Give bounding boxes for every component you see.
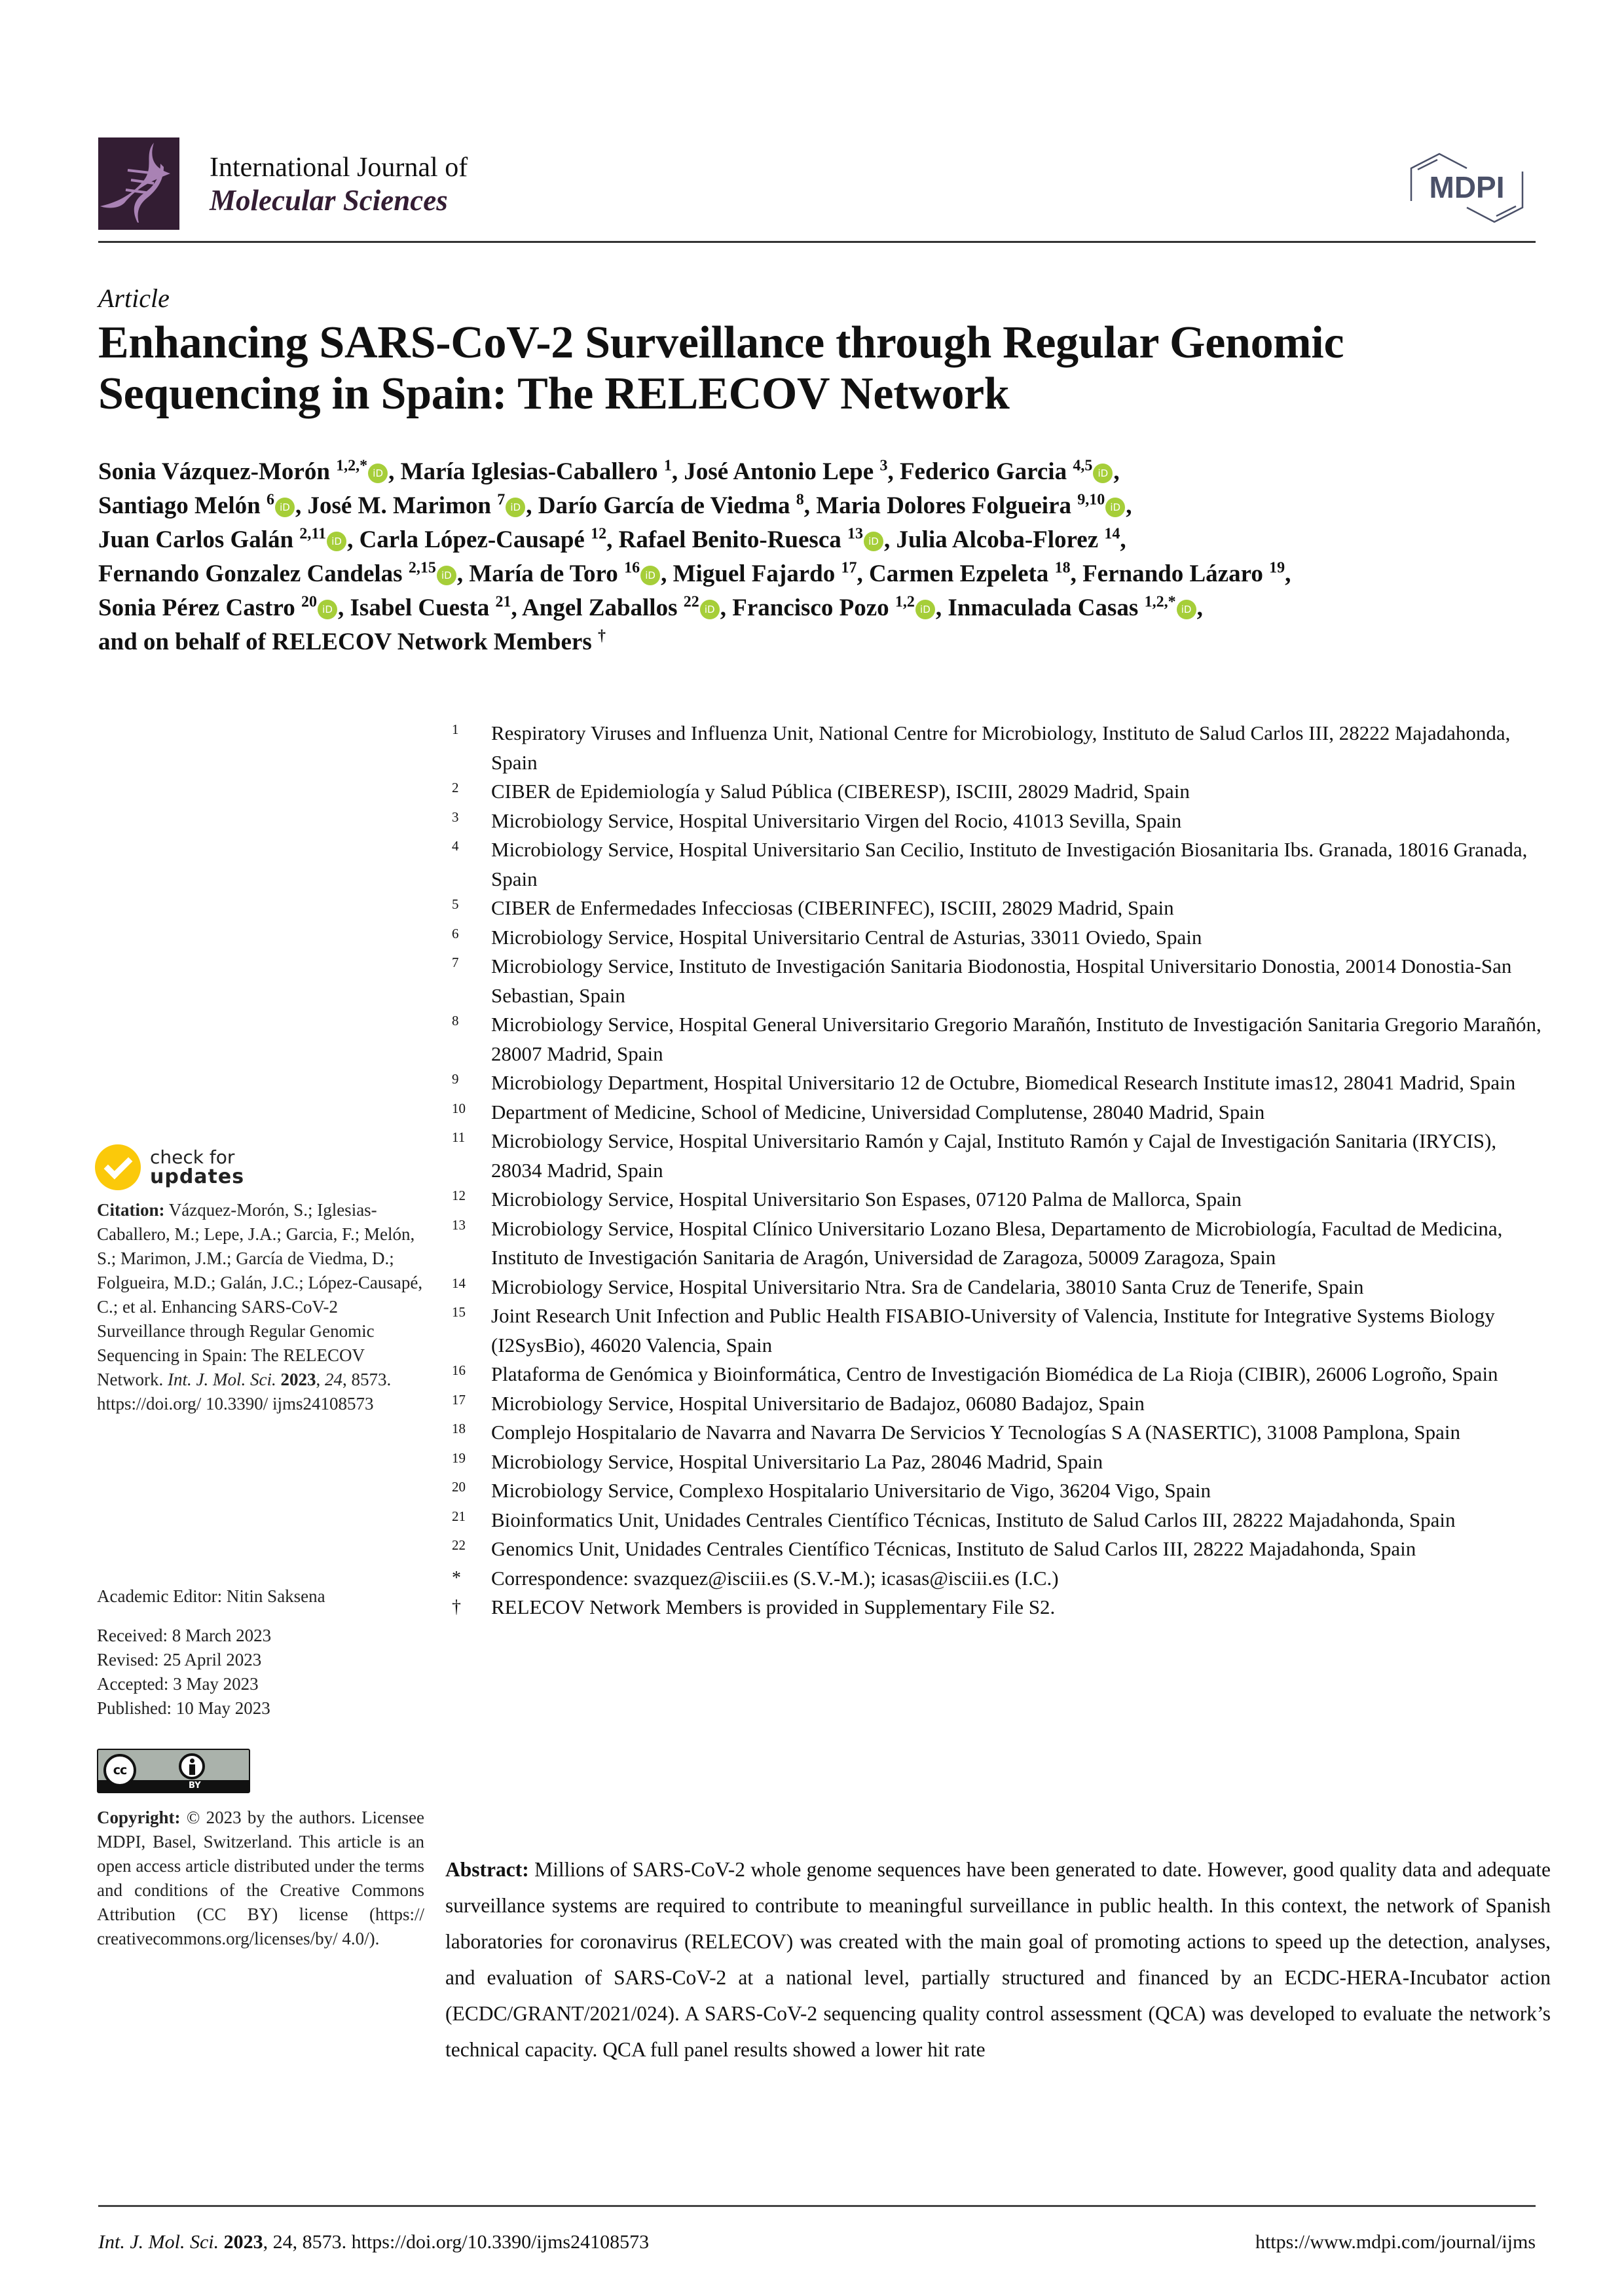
author-name: Miguel Fajardo	[673, 560, 836, 587]
author-affiliation-ref: 17	[841, 559, 857, 577]
affiliation-item	[445, 1010, 1552, 1068]
author-affiliation-ref: 14	[1104, 525, 1120, 543]
publication-dates	[97, 1624, 424, 1721]
affiliation-text: Microbiology Service, Hospital Universitario Central de Asturias, 33011 Oviedo, Spain	[491, 925, 1202, 949]
footnote-item	[445, 1593, 1552, 1622]
affiliation-item	[445, 1273, 1552, 1302]
affiliation-number: 8	[452, 1013, 459, 1029]
orcid-icon[interactable]: iD	[506, 498, 525, 517]
author-name: Maria Dolores Folgueira	[816, 492, 1071, 519]
author-affiliation-ref: 1,2,*	[336, 457, 368, 475]
affiliation-text: Microbiology Service, Hospital Clínico Universitario Lozano Blesa, Departamento de Microbiología, Facultad de Medicina, Instituto de Investigación Sanitaria de Aragón, Universidad de Zaragoza, 50009 Zaragoza, Spain	[491, 1216, 1503, 1269]
affiliation-number: 11	[452, 1129, 466, 1145]
affiliation-item	[445, 807, 1552, 836]
svg-text:MDPI: MDPI	[1429, 170, 1505, 204]
affiliation-number: 18	[452, 1421, 466, 1436]
footnote-symbol: *	[452, 1567, 461, 1588]
author	[948, 594, 1196, 621]
author-name: Isabel Cuesta	[350, 594, 490, 621]
check-updates-line1: check for	[150, 1146, 235, 1168]
orcid-icon[interactable]: iD	[275, 498, 295, 517]
authors-tail: and on behalf of RELECOV Network Members	[98, 629, 598, 655]
date-accepted: Accepted: 3 May 2023	[97, 1674, 259, 1694]
author	[816, 492, 1126, 519]
author	[869, 560, 1071, 587]
affiliation-text: Joint Research Unit Infection and Public Health FISABIO-University of Valencia, Institute for Integrative Systems Biology (I2SysBio), 46020 Valencia, Spain	[491, 1304, 1495, 1357]
affiliation-text: Microbiology Service, Complexo Hospitalario Universitario de Vigo, 36204 Vigo, Spain	[491, 1479, 1211, 1502]
author	[360, 526, 607, 553]
article-type: Article	[98, 283, 170, 313]
affiliation-text: Genomics Unit, Unidades Centrales Científico Técnicas, Instituto de Salud Carlos III, 28222 Majadahonda, Spain	[491, 1537, 1416, 1560]
copyright-block	[97, 1806, 424, 1951]
author-name: Carla López-Causapé	[359, 526, 585, 553]
affiliation-number: 10	[452, 1100, 466, 1116]
affiliation-item	[445, 719, 1552, 777]
author-affiliation-ref: 6	[266, 491, 274, 509]
citation-year: 2023	[280, 1370, 316, 1389]
author	[673, 560, 857, 587]
footer-year: 2023	[223, 2231, 263, 2253]
affiliation-item	[445, 1068, 1552, 1098]
author-affiliation-ref: 20	[301, 593, 318, 611]
affiliation-list	[445, 719, 1552, 1622]
author-name: Inmaculada Casas	[948, 594, 1139, 621]
affiliation-text: Microbiology Service, Hospital Universitario Virgen del Rocio, 41013 Sevilla, Spain	[491, 809, 1182, 832]
affiliation-number: 15	[452, 1304, 466, 1320]
author	[98, 594, 338, 621]
mdpi-logo	[1408, 152, 1526, 224]
affiliation-item	[445, 1389, 1552, 1419]
checkmark-icon	[95, 1144, 141, 1190]
affiliation-text: Bioinformatics Unit, Unidades Centrales Científico Técnicas, Instituto de Salud Carlos III, 28222 Majadahonda, Spain	[491, 1508, 1456, 1531]
author-name: Angel Zaballos	[522, 594, 678, 621]
affiliation-item	[445, 777, 1552, 807]
orcid-icon[interactable]: iD	[437, 566, 456, 585]
affiliation-text: Department of Medicine, School of Medicine, Universidad Complutense, 28040 Madrid, Spain	[491, 1100, 1265, 1123]
affiliation-number: 2	[452, 780, 459, 795]
author-affiliation-ref: 9,10	[1077, 491, 1105, 509]
author	[619, 526, 884, 553]
affiliation-text: Plataforma de Genómica y Bioinformática, Centro de Investigación Biomédica de La Rioja (CIBIR), 26006 Logroño, Spain	[491, 1362, 1498, 1385]
author-name: Sonia Vázquez-Morón	[98, 458, 330, 485]
author-name: María de Toro	[469, 560, 618, 587]
affiliation-number: 12	[452, 1188, 466, 1203]
author-affiliation-ref: 7	[497, 491, 506, 509]
author	[538, 492, 804, 519]
affiliation-number: 9	[452, 1071, 459, 1087]
orcid-icon[interactable]: iD	[864, 532, 883, 551]
affiliation-item	[445, 1476, 1552, 1506]
author	[98, 458, 388, 485]
author	[732, 594, 936, 621]
dagger-mark: †	[597, 627, 606, 645]
affiliation-item	[445, 835, 1552, 894]
orcid-icon[interactable]: iD	[1177, 600, 1196, 619]
author-name: Juan Carlos Galán	[98, 526, 294, 553]
author	[350, 594, 511, 621]
creative-commons-icon: cc	[103, 1754, 136, 1787]
author-name: José Antonio Lepe	[684, 458, 874, 485]
author-affiliation-ref: 3	[879, 457, 888, 475]
author-affiliation-ref: 19	[1269, 559, 1285, 577]
orcid-icon[interactable]: iD	[1093, 464, 1113, 483]
affiliation-item	[445, 1448, 1552, 1477]
author-name: Sonia Pérez Castro	[98, 594, 295, 621]
affiliation-number: 3	[452, 809, 459, 825]
affiliation-item	[445, 1098, 1552, 1127]
affiliation-text: Microbiology Service, Hospital Universitario San Cecilio, Instituto de Investigación Biosanitaria Ibs. Granada, 18016 Granada, Spain	[491, 838, 1528, 890]
dna-helix-icon	[98, 137, 179, 230]
author-name: Rafael Benito-Ruesca	[618, 526, 841, 553]
affiliation-item	[445, 1127, 1552, 1185]
journal-name-line2: Molecular Sciences	[210, 184, 448, 217]
affiliation-text: Microbiology Service, Hospital General Universitario Gregorio Marañón, Instituto de Investigación Sanitaria Gregorio Marañón, 28007 Madrid, Spain	[491, 1013, 1541, 1065]
journal-name-line1: International Journal of	[210, 153, 468, 183]
copyright-text: © 2023 by the authors. Licensee MDPI, Basel, Switzerland. This article is an open access article distributed under the terms and conditions of the Creative Commons Attribution (CC BY) license (https:// creativecommons.org/licenses/by/ 4.0/).	[97, 1808, 425, 1948]
cc-by-license-badge[interactable]	[97, 1749, 250, 1793]
footnote-symbol: †	[452, 1597, 461, 1617]
author	[469, 560, 661, 587]
author	[98, 560, 457, 587]
citation-text: Vázquez-Morón, S.; Iglesias-Caballero, M.; Lepe, J.A.; Garcia, F.; Melón, S.; Marimon, J.M.; García de Viedma, D.; Folgueira, M.D.; Galán, J.C.; López-Causapé, C.; et al. Enhancing SARS-CoV-2 Surveillance through Regular Genomic Sequencing in Spain: The RELECOV Network.	[97, 1200, 423, 1389]
affiliation-number: 14	[452, 1275, 466, 1291]
author-affiliation-ref: 8	[796, 491, 804, 509]
affiliation-text: CIBER de Enfermedades Infecciosas (CIBERINFEC), ISCIII, 28029 Madrid, Spain	[491, 896, 1174, 919]
author	[684, 458, 887, 485]
author-affiliation-ref: 2,11	[299, 525, 327, 543]
citation-volume: 24	[324, 1370, 342, 1389]
affiliation-number: 1	[452, 721, 459, 737]
footnote-text: Correspondence: svazquez@isciii.es (S.V.-M.); icasas@isciii.es (I.C.)	[491, 1566, 1059, 1590]
date-published: Published: 10 May 2023	[97, 1698, 270, 1718]
author-affiliation-ref: 1,2,*	[1144, 593, 1176, 611]
footer-doi-link[interactable]: , 24, 8573. https://doi.org/10.3390/ijms24108573	[263, 2231, 650, 2253]
affiliation-number: 16	[452, 1362, 466, 1378]
author-affiliation-ref: 21	[495, 593, 511, 611]
author-list: Sonia Vázquez-Morón $^{1,2,*}$ iD , María Iglesias-Caballero $^1$, José Antonio Lepe $^3$, Federico Garcia $^{4,5}$ iD , Santiago Melón $^6$ iD , José M. Marimon $^7$ iD , Darío García de Viedma $^8$, Maria Dolores Folgueira $^{9,10}$ iD , Juan Carlos Galán $^{2,11}$ iD , Carla López-Causapé $^{12}$, Rafael Benito-Ruesca $^{13}$ iD , Julia Alcoba-Florez $^{14}$, Fernando Gonzalez Candelas $^{2,15}$ iD , María de Toro $^{16}$ iD , Miguel Fajardo $^{17}$, Carmen Ezpeleta $^{18}$, Fernando Lázaro $^{19}$, Sonia Pérez Castro $^{20}$ iD , Isabel Cuesta $^{21}$, Angel Zaballos $^{22}$ iD , Francisco Pozo $^{1,2}$ iD , Inmaculada Casas $^{1,2,*}$ iD , and on behalf of RELECOV Network Members †	[98, 457, 1291, 655]
citation-label: Citation:	[97, 1200, 165, 1220]
affiliation-text: Respiratory Viruses and Influenza Unit, National Centre for Microbiology, Instituto de Salud Carlos III, 28222 Majadahonda, Spain	[491, 721, 1511, 774]
affiliation-number: 7	[452, 955, 459, 970]
abstract	[445, 1851, 1551, 2068]
author	[98, 526, 347, 553]
author-affiliation-ref: 18	[1054, 559, 1071, 577]
author-affiliation-ref: 4,5	[1073, 457, 1093, 475]
affiliation-item	[445, 1360, 1552, 1389]
author	[401, 458, 672, 485]
affiliation-item	[445, 952, 1552, 1010]
orcid-icon[interactable]: iD	[327, 532, 346, 551]
author	[98, 492, 295, 519]
affiliation-number: 13	[452, 1216, 466, 1233]
check-for-updates-button[interactable]	[95, 1144, 244, 1190]
citation-journal: Int. J. Mol. Sci.	[167, 1370, 276, 1389]
affiliation-text: Microbiology Service, Hospital Universitario de Badajoz, 06080 Badajoz, Spain	[491, 1391, 1145, 1415]
author	[896, 526, 1120, 553]
affiliation-item	[445, 894, 1552, 923]
author	[1082, 560, 1285, 587]
affiliation-text: Microbiology Service, Hospital Universitario La Paz, 28046 Madrid, Spain	[491, 1449, 1103, 1473]
affiliation-number: 21	[452, 1508, 466, 1524]
affiliation-item	[445, 1418, 1552, 1448]
author-affiliation-ref: 22	[683, 593, 699, 611]
copyright-label: Copyright:	[97, 1808, 181, 1827]
orcid-icon[interactable]: iD	[915, 600, 935, 619]
author-affiliation-ref: 2,15	[408, 559, 436, 577]
author-name: Carmen Ezpeleta	[868, 560, 1049, 587]
author-affiliation-ref: 16	[624, 559, 640, 577]
by-label: BY	[189, 1781, 201, 1791]
footer-journal: Int. J. Mol. Sci.	[98, 2231, 219, 2253]
affiliation-number: 4	[452, 838, 459, 854]
affiliation-text: Microbiology Department, Hospital Universitario 12 de Octubre, Biomedical Research Institute imas12, 28041 Madrid, Spain	[491, 1071, 1516, 1094]
footer-citation	[98, 2231, 649, 2253]
author-affiliation-ref: 1	[663, 457, 672, 475]
affiliation-item	[445, 1185, 1552, 1214]
affiliation-number: 22	[452, 1537, 466, 1553]
check-updates-line2: updates	[150, 1165, 245, 1188]
affiliation-text: Complejo Hospitalario de Navarra and Navarra De Servicios Y Tecnologías S A (NASERTIC), 31008 Pamplona, Spain	[491, 1421, 1460, 1444]
orcid-icon[interactable]: iD	[1105, 498, 1125, 517]
author-affiliation-ref: 12	[591, 525, 607, 543]
author-name: María Iglesias-Caballero	[400, 458, 658, 485]
date-received: Received: 8 March 2023	[97, 1626, 272, 1645]
orcid-icon[interactable]: iD	[368, 464, 388, 483]
author-affiliation-ref: 13	[847, 525, 863, 543]
affiliation-number: 6	[452, 925, 459, 941]
author-name: Julia Alcoba-Florez	[896, 526, 1099, 553]
author-name: Fernando Lázaro	[1082, 560, 1263, 587]
affiliation-number: 17	[452, 1391, 466, 1408]
affiliation-text: Microbiology Service, Instituto de Investigación Sanitaria Biodonostia, Hospital Universitario Donostia, 20014 Donostia-San Sebastian, Spain	[491, 955, 1512, 1007]
orcid-icon[interactable]: iD	[640, 566, 660, 585]
author-affiliation-ref: 1,2	[895, 593, 915, 611]
affiliation-text: Microbiology Service, Hospital Universitario Ramón y Cajal, Instituto Ramón y Cajal de Investigación Sanitaria (IRYCIS), 28034 Madrid, Spain	[491, 1129, 1497, 1182]
affiliation-number: 19	[452, 1449, 466, 1466]
author-name: Darío García de Viedma	[538, 492, 790, 519]
academic-editor: Academic Editor: Nitin Saksena	[97, 1586, 325, 1606]
author-name: Santiago Melón	[98, 492, 261, 519]
affiliation-text: CIBER de Epidemiología y Salud Pública (CIBERESP), ISCIII, 28029 Madrid, Spain	[491, 780, 1190, 803]
author-name: Francisco Pozo	[732, 594, 889, 621]
footer-journal-url[interactable]: https://www.mdpi.com/journal/ijms	[1255, 2231, 1536, 2253]
author	[900, 458, 1113, 485]
affiliation-text: Microbiology Service, Hospital Universitario Ntra. Sra de Candelaria, 38010 Santa Cruz de Tenerife, Spain	[491, 1275, 1364, 1298]
footnote-text: RELECOV Network Members is provided in Supplementary File S2.	[491, 1595, 1056, 1618]
citation-block: Citation: Vázquez-Morón, S.; Iglesias-Caballero, M.; Lepe, J.A.; Garcia, F.; Melón, S.; Marimon, J.M.; García de Viedma, D.; Folgueira, M.D.; Galán, J.C.; López-Causapé, C.; et al. Enhancing SARS-CoV-2 Surveillance through Regular Genomic Sequencing in Spain: The RELECOV Network. Int. J. Mol. Sci. 2023, 24, 8573. https://doi.org/ 10.3390/ ijms24108573	[97, 1200, 423, 1413]
citation-article-number: , 8573.	[342, 1370, 392, 1389]
affiliation-item	[445, 1506, 1552, 1535]
article-title: Enhancing SARS-CoV-2 Surveillance through Regular Genomic Sequencing in Spain: The RELECOV Network	[98, 318, 1344, 419]
header-divider	[98, 241, 1536, 243]
affiliation-item	[445, 1302, 1552, 1360]
footer-divider	[98, 2205, 1536, 2207]
affiliation-item	[445, 1535, 1552, 1564]
abstract-label: Abstract:	[445, 1858, 529, 1881]
attribution-person-icon	[179, 1753, 205, 1779]
orcid-icon[interactable]: iD	[700, 600, 720, 619]
author-name: José M. Marimon	[307, 492, 491, 519]
affiliation-number: 20	[452, 1479, 466, 1495]
author	[307, 492, 526, 519]
footnote-item	[445, 1564, 1552, 1594]
journal-logo	[98, 137, 179, 230]
abstract-text: Millions of SARS-CoV-2 whole genome sequences have been generated to date. However, good quality data and adequate surveillance systems are required to contribute to meaningful surveillance in public health. In this context, the network of Spanish laboratories for coronavirus (RELECOV) was created with the main goal of promoting actions to speed up the detection, analyses, and evaluation of SARS-CoV-2 at a national level, partially structured and financed by an ECDC-HERA-Incubator action (ECDC/GRANT/2021/024). A SARS-CoV-2 sequencing quality control assessment (QCA) was developed to evaluate the network’s technical capacity. QCA full panel results showed a lower hit rate	[445, 1858, 1551, 2061]
affiliation-item	[445, 1214, 1552, 1273]
citation-doi-link[interactable]: https://doi.org/ 10.3390/ ijms24108573	[97, 1394, 374, 1413]
affiliation-item	[445, 923, 1552, 953]
mdpi-hexagon-icon	[1408, 152, 1526, 224]
affiliation-text: Microbiology Service, Hospital Universitario Son Espases, 07120 Palma de Mallorca, Spain	[491, 1188, 1242, 1211]
author-name: Fernando Gonzalez Candelas	[98, 560, 403, 587]
date-revised: Revised: 25 April 2023	[97, 1650, 262, 1669]
affiliation-number: 5	[452, 896, 459, 912]
author	[522, 594, 720, 621]
orcid-icon[interactable]: iD	[318, 600, 337, 619]
author-name: Federico Garcia	[899, 458, 1067, 485]
